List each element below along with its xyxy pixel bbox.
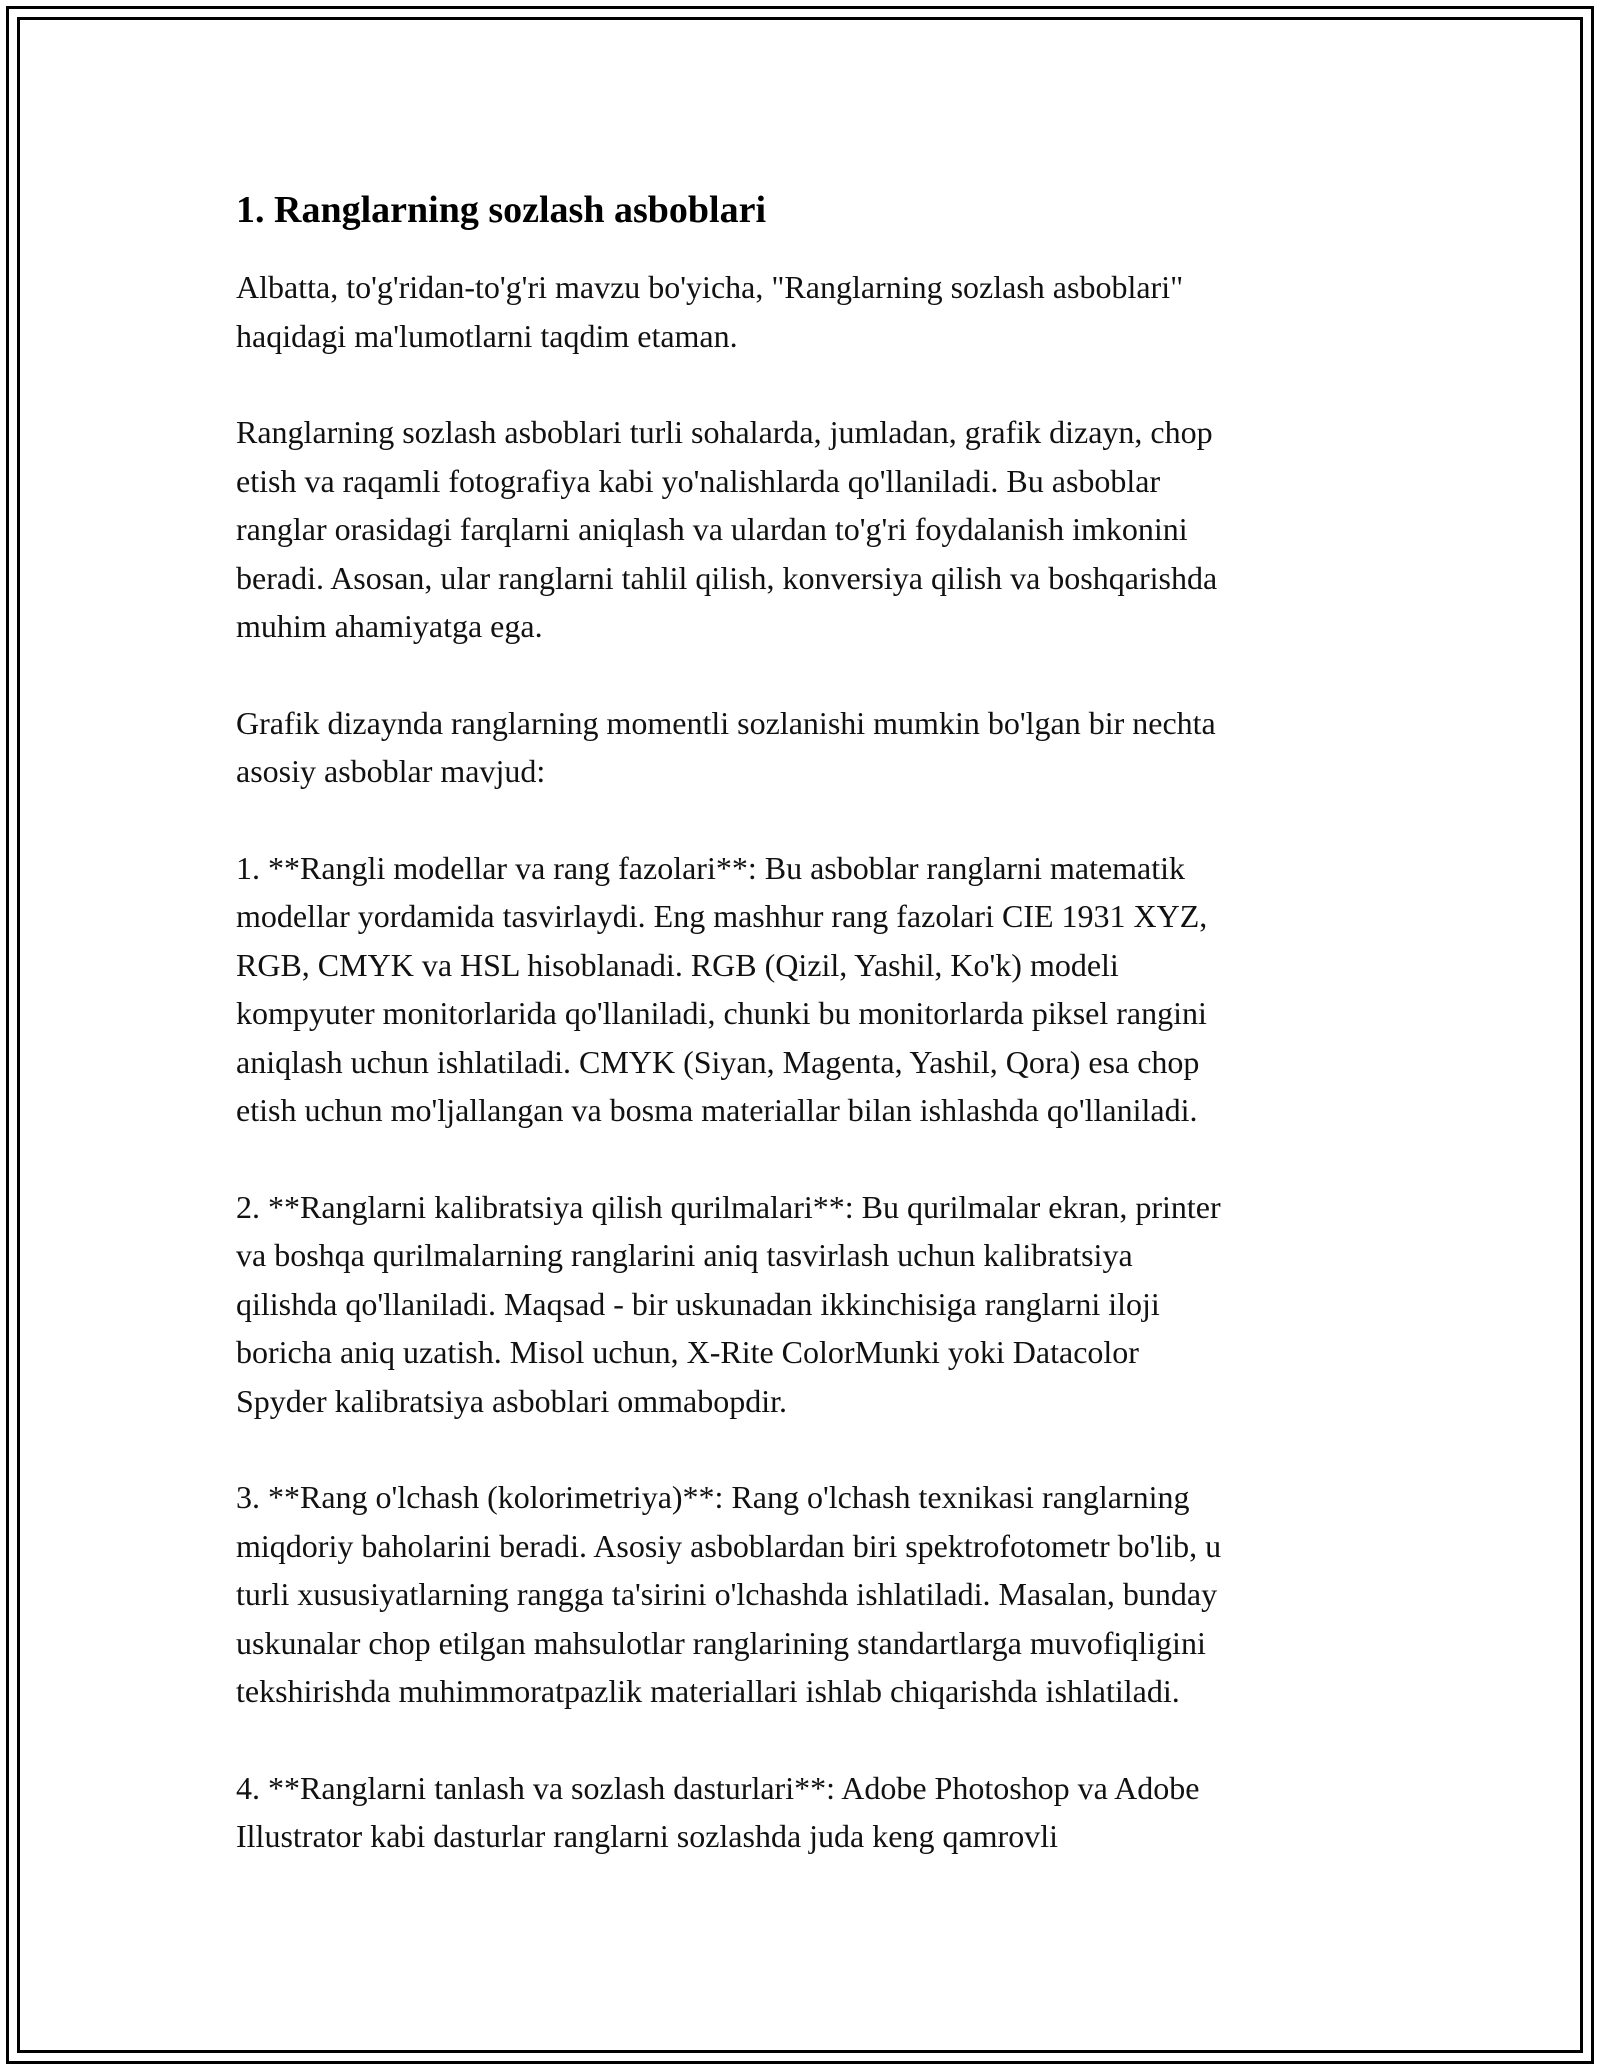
document-title: 1. Ranglarning sozlash asboblari: [236, 189, 766, 231]
list-item-software: 4. **Ranglarni tanlash va sozlash dasturlari**: Adobe Photoshop va Adobe Illustrator kabi dasturlar ranglarni sozlashda juda keng qamrovli: [236, 1769, 1200, 1855]
list-item-calibration-devices: 2. **Ranglarni kalibratsiya qilish qurilmalari**: Bu qurilmalar ekran, printer va boshqa qurilmalarning ranglarini aniq tasvirlash uchun kalibratsiya qilishda qo'llaniladi. Maqsad - bir uskunadan ikkinchisiga ranglarni iloji boricha aniq uzatish. Misol uchun, X-Rite ColorMunki yoki Datacolor Spyder kalibratsiya asboblari ommabopdir.: [236, 1188, 1221, 1419]
list-item-color-models: 1. **Rangli modellar va rang fazolari**: Bu asboblar ranglarni matematik modellar yordamida tasvirlaydi. Eng mashhur rang fazolari CIE 1931 XYZ, RGB, CMYK va HSL hisoblanadi. RGB (Qizil, Yashil, Ko'k) modeli kompyuter monitorlarida qo'llaniladi, chunki bu monitorlarda piksel rangini aniqlash uchun ishlatiladi. CMYK (Siyan, Magenta, Yashil, Qora) esa chop etish uchun mo'ljallangan va bosma materiallar bilan ishlashda qo'llaniladi.: [236, 849, 1208, 1129]
paragraph-tools-lead: Grafik dizaynda ranglarning momentli sozlanishi mumkin bo'lgan bir nechta asosiy asboblar mavjud:: [236, 704, 1216, 790]
list-item-colorimetry: 3. **Rang o'lchash (kolorimetriya)**: Rang o'lchash texnikasi ranglarning miqdoriy baholarini beradi. Asosiy asboblardan biri spektrofotometr bo'lib, u turli xususiyatlarning rangga ta'sirini o'lchashda ishlatiladi. Masalan, bunday uskunalar chop etilgan mahsulotlar ranglarining standartlarga muvofiqligini tekshirishda muhimmoratpazlik materiallari ishlab chiqarishda ishlatiladi.: [236, 1479, 1222, 1710]
document-body: [236, 186, 1372, 1861]
paragraph-overview: Ranglarning sozlash asboblari turli sohalarda, jumladan, grafik dizayn, chop etish va raqamli fotografiya kabi yo'nalishlarda qo'llaniladi. Bu asboblar ranglar orasidagi farqlarni aniqlash va ulardan to'g'ri foydalanish imkonini beradi. Asosan, ular ranglarni tahlil qilish, konversiya qilish va boshqarishda muhim ahamiyatga ega.: [236, 414, 1218, 645]
paragraph-intro: Albatta, to'g'ridan-to'g'ri mavzu bo'yicha, "Ranglarning sozlash asboblari" haqidagi ma'lumotlarni taqdim etaman.: [236, 269, 1184, 354]
